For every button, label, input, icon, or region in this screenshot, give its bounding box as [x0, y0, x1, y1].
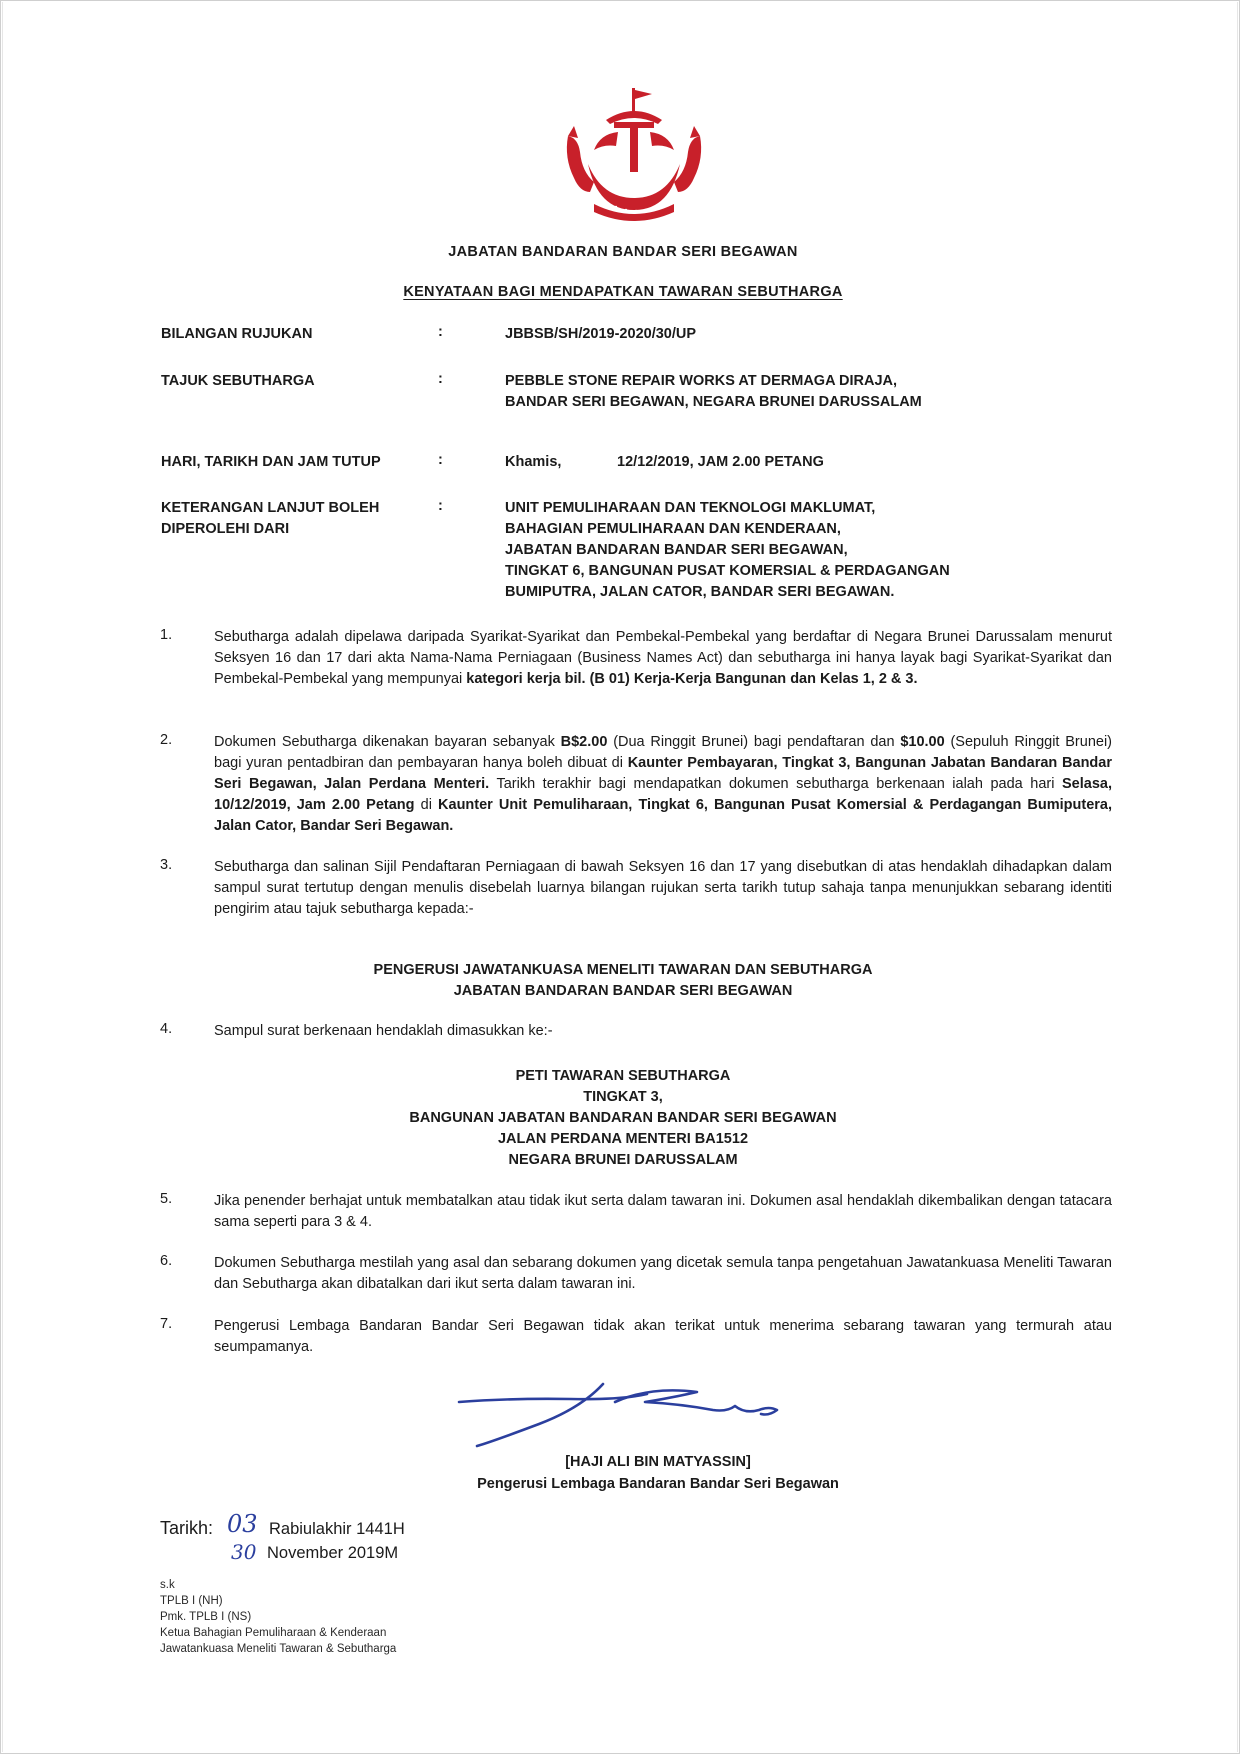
- copy-list-item: s.k: [160, 1579, 175, 1591]
- reference-value: JBBSB/SH/2019-2020/30/UP: [505, 326, 697, 342]
- further-info-value: [505, 498, 985, 603]
- copy-list-item: TPLB I (NH): [160, 1595, 223, 1607]
- tender-box-address: [3, 1066, 1240, 1171]
- paragraph-5-number: 5.: [160, 1191, 173, 1207]
- paragraph-2-bold: Kaunter Unit Pemuliharaan, Tingkat 6, Bangunan Pusat Komersial & Perdagangan Bumiputera, Jalan Cator, Bandar Seri Begawan.: [214, 797, 1112, 834]
- further-info-label-line: KETERANGAN LANJUT BOLEH: [161, 500, 380, 516]
- tender-box-line: NEGARA BRUNEI DARUSSALAM: [508, 1152, 738, 1168]
- further-info-line: JABATAN BANDARAN BANDAR SERI BEGAWAN,: [505, 542, 848, 558]
- further-info-line: BUMIPUTRA, JALAN CATOR, BANDAR SERI BEGAWAN.: [505, 584, 895, 600]
- closing-datetime: 12/12/2019, JAM 2.00 PETANG: [617, 454, 824, 470]
- paragraph-1: [214, 627, 1112, 690]
- closing-label: HARI, TARIKH DAN JAM TUTUP: [161, 454, 381, 470]
- paragraph-4-number: 4.: [160, 1021, 173, 1037]
- paragraph-4: Sampul surat berkenaan hendaklah dimasukkan ke:-: [214, 1023, 553, 1039]
- further-info-label: [161, 498, 431, 540]
- paragraph-1-bold: kategori kerja bil. (B 01) Kerja-Kerja Bangunan dan Kelas 1, 2 & 3.: [466, 671, 918, 687]
- gregorian-day-handwritten: 30: [231, 1540, 257, 1564]
- tender-title-line: PEBBLE STONE REPAIR WORKS AT DERMAGA DIRAJA,: [505, 373, 898, 389]
- further-info-line: BAHAGIAN PEMULIHARAAN DAN KENDERAAN,: [505, 521, 841, 537]
- closing-colon: :: [438, 452, 443, 468]
- paragraph-2-bold: B$2.00: [560, 734, 608, 750]
- tender-box-line: PETI TAWARAN SEBUTHARGA: [515, 1068, 731, 1084]
- reference-colon: :: [438, 324, 443, 340]
- page-border: [2, 2, 1238, 1752]
- paragraph-6-number: 6.: [160, 1253, 173, 1269]
- paragraph-5: Jika penender berhajat untuk membatalkan atau tidak ikut serta dalam tawaran ini. Dokumen asal hendaklah dikembalikan dengan tatacara sama seperti para 3 & 4.: [214, 1193, 1112, 1230]
- further-info-line: UNIT PEMULIHARAAN DAN TEKNOLOGI MAKLUMAT,: [505, 500, 876, 516]
- paragraph-2-text: (Dua Ringgit Brunei) bagi pendaftaran dan: [607, 734, 901, 750]
- copy-list-item: Pmk. TPLB I (NS): [160, 1611, 252, 1623]
- paragraph-2-bold: Selasa, 10/12/2019, Jam 2.00 Petang: [214, 776, 1113, 813]
- paragraph-2-text: (Sepuluh Ringgit Brunei) bagi yuran pentadbiran dan pembayaran hanya boleh dibuat di: [214, 734, 1112, 771]
- tender-title-line: BANDAR SERI BEGAWAN, NEGARA BRUNEI DARUSSALAM: [505, 394, 922, 410]
- reference-label: BILANGAN RUJUKAN: [161, 326, 313, 342]
- addressee-line: PENGERUSI JAWATANKUASA MENELITI TAWARAN DAN SEBUTHARGA: [373, 962, 873, 978]
- tender-box-line: TINGKAT 3,: [583, 1089, 663, 1105]
- tender-box-line: JALAN PERDANA MENTERI BA1512: [497, 1131, 749, 1147]
- hijri-day-handwritten: 03: [227, 1510, 258, 1538]
- paragraph-3: Sebutharga dan salinan Sijil Pendaftaran Perniagaan di bawah Seksyen 16 dan 17 yang disebutkan di atas hendaklah dihadapkan dalam sampul surat tertutup dengan menulis disebelah luarnya bilangan rujukan serta tarikh tutup sahaja tanpa menunjukkan sebarang identiti pengirim atau tajuk sebutharga kepada:-: [214, 859, 1112, 917]
- closing-day: Khamis,: [505, 454, 562, 470]
- paragraph-2-text: Dokumen Sebutharga dikenakan bayaran sebanyak: [214, 734, 561, 750]
- paragraph-2-text: Tarikh terakhir bagi mendapatkan dokumen sebutharga berkenaan ialah pada hari: [489, 776, 1063, 792]
- paragraph-2-text: di: [414, 797, 439, 813]
- tender-title-value: [505, 371, 985, 413]
- closing-value: [505, 452, 985, 473]
- paragraph-3-number: 3.: [160, 857, 173, 873]
- copy-list-item: Jawatankuasa Meneliti Tawaran & Sebutharga: [160, 1643, 397, 1655]
- paragraph-7: Pengerusi Lembaga Bandaran Bandar Seri Begawan tidak akan terikat untuk menerima sebarang tawaran yang termurah atau seumpamanya.: [214, 1318, 1112, 1355]
- paragraph-1-number: 1.: [160, 627, 173, 643]
- tender-title-colon: :: [438, 371, 443, 387]
- date-label: Tarikh:: [160, 1518, 214, 1538]
- further-info-colon: :: [438, 498, 443, 514]
- paragraph-2-bold: Kaunter Pembayaran, Tingkat 3, Bangunan Jabatan Bandaran Bandar Seri Begawan, Jalan Perdana Menteri.: [214, 755, 1112, 792]
- document-title-text: KENYATAAN BAGI MENDAPATKAN TAWARAN SEBUTHARGA: [403, 284, 843, 300]
- tender-box-line: BANGUNAN JABATAN BANDARAN BANDAR SERI BEGAWAN: [409, 1110, 837, 1126]
- gregorian-date: November 2019M: [267, 1544, 399, 1562]
- department-heading: JABATAN BANDARAN BANDAR SERI BEGAWAN: [448, 244, 798, 260]
- hijri-date: Rabiulakhir 1441H: [269, 1520, 405, 1538]
- copy-list: [160, 1577, 396, 1657]
- signer-name: [HAJI ALI BIN MATYASSIN]: [565, 1454, 751, 1470]
- paragraph-2-bold: $10.00: [900, 734, 945, 750]
- copy-list-item: Ketua Bahagian Pemuliharaan & Kenderaan: [160, 1627, 387, 1639]
- document-title: [3, 284, 1240, 300]
- addressee-block: [3, 960, 1240, 1002]
- signer-title: Pengerusi Lembaga Bandaran Bandar Seri Begawan: [477, 1476, 839, 1492]
- paragraph-6: Dokumen Sebutharga mestilah yang asal dan sebarang dokumen yang dicetak semula tanpa pengetahuan Jawatankuasa Meneliti Tawaran dan Sebutharga akan dibatalkan dari ikut serta dalam tawaran ini.: [214, 1255, 1112, 1292]
- paragraph-2-number: 2.: [160, 732, 173, 748]
- tender-title-label: TAJUK SEBUTHARGA: [161, 373, 315, 389]
- brunei-crest-icon: [560, 86, 708, 222]
- further-info-line: TINGKAT 6, BANGUNAN PUSAT KOMERSIAL & PERDAGANGAN: [505, 563, 950, 579]
- further-info-label-line: DIPEROLEHI DARI: [161, 521, 290, 537]
- handwritten-signature: [451, 1380, 831, 1450]
- addressee-line: JABATAN BANDARAN BANDAR SERI BEGAWAN: [453, 983, 793, 999]
- paragraph-1-text: Sebutharga adalah dipelawa daripada Syarikat-Syarikat dan Pembekal-Pembekal yang berdaftar di Negara Brunei Darussalam menurut Seksyen 16 dan 17 dari akta Nama-Nama Perniagaan (Business Names Act) dan sebutharga ini hanya layak bagi Syarikat-Syarikat dan Pembekal-Pembekal yang mempunyai: [214, 629, 1112, 687]
- paragraph-7-number: 7.: [160, 1316, 173, 1332]
- paragraph-2: [214, 732, 1112, 837]
